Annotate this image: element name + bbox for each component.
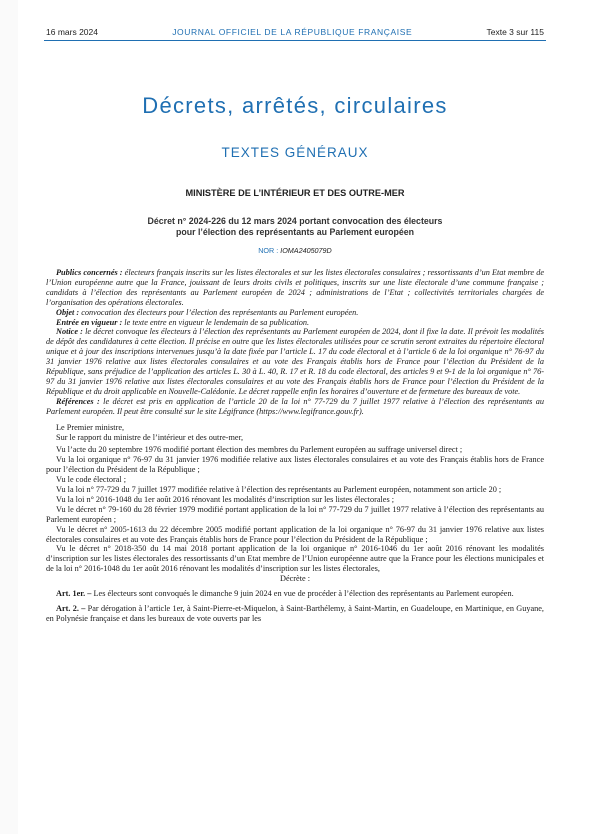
ministry-title: MINISTÈRE DE L’INTÉRIEUR ET DES OUTRE-MER [185,188,405,198]
consideration-line: Vu la loi n° 2016-1048 du 1er août 2016 rénovant les modalités d’inscription sur les listes électorales ; [56,494,395,504]
notice-label: Notice : [56,327,83,337]
summary-block [46,268,544,417]
page-title: Décrets, arrêtés, circulaires [142,93,448,118]
decrete-heading: Décrète : [280,574,310,584]
consideration-line: Vu la loi organique n° 76-97 du 31 janvier 1976 modifiée relative aux listes électorales consulaires et au vote des Français établis hors de France pour l’élection du Président de la République ; [46,455,544,475]
header-date: 16 mars 2024 [46,27,98,37]
page-header [46,27,544,37]
document-body [46,268,544,624]
article-1 [46,589,544,599]
entree-paragraph [46,318,544,328]
notice-text: le décret convoque les électeurs à l’élection des représentants au Parlement européen de 2024, dont il fixe la date. Il prévoit les modalités de dépôt des candidatures à cette élection. Il précise en outre que les listes électorales utilisées pour ce scrutin seront extraites du répertoire électoral unique et à jour des inscriptions intervenues jusqu’à la date fixée par l’article L. 17 du code électoral et à l’article 6 de la loi organique n° 76-97 du 31 janvier 1976 relative aux listes électorales consulaires et au vote des Français établis hors de France pour l’élection du Président de la République, sans préjudice de l’application des articles L. 30 à L. 40, R. 17 et R. 18 du code électoral, des articles 9 et 9-1 de la loi organique n° 76-97 du 31 janvier 1976 relative aux listes électorales consulaires et au vote des Français établis hors de France pour l’élection du Président de la République et du droit applicable en Nouvelle-Calédonie. Le décret rappelle enfin les horaires d’ouverture et de fermeture des bureaux de vote. [46,327,544,396]
objet-text: convocation des électeurs pour l’élection des représentants au Parlement européen. [79,307,359,317]
decree-title-line-1: Décret n° 2024-226 du 12 mars 2024 portant convocation des électeurs [147,216,443,226]
entree-text: le texte entre en vigueur le lendemain de sa publication. [122,317,310,327]
consideration-line: Vu la loi n° 77-729 du 7 juillet 1977 modifiée relative à l’élection des représentants au Parlement européen, notamment son article 20 ; [56,485,502,495]
article-1-text: Les électeurs sont convoqués le dimanche 9 juin 2024 en vue de procéder à l’élection des représentants au Parlement européen. [91,589,514,599]
consideration-line: Sur le rapport du ministre de l’intérieur et des outre-mer, [56,432,244,442]
consideration-line: Vu l’acte du 20 septembre 1976 modifié portant élection des membres du Parlement européen au suffrage universel direct ; [56,445,463,455]
publics-paragraph [46,268,544,308]
references-text: le décret est pris en application de l’article 20 de la loi n° 77-729 du 7 juillet 1977 relative à l’élection des représentants au Parlement européen. Il peut être consulté sur le site Légifrance (https://www.legifrance.gouv.fr). [46,396,544,416]
nor-label: NOR : [258,246,279,255]
consideration-line: Vu le décret n° 2018-350 du 14 mai 2018 portant application de la loi organique n° 2016-1046 du 1er août 2016 rénovant les modalités d’inscription sur les listes électorales des ressortissants d’un Etat membre de l’Union européenne autre que la France pour les élections municipales et de la loi n° 2016-1048 du 1er août 2016 rénovant les modalités d’inscription sur les listes électorales, [46,544,544,574]
objet-label: Objet : [56,307,80,317]
article-2-label: Art. 2. – [56,604,86,613]
left-margin [0,0,18,834]
publics-label: Publics concernés : [56,268,123,277]
consideration-line: Vu le décret n° 2005-1613 du 22 décembre 2005 modifié portant application de la loi organique n° 76-97 du 31 janvier 1976 relative aux listes électorales consulaires et au vote des Français établis hors de France pour l’élection du Président de la République ; [46,524,544,544]
section-title: TEXTES GÉNÉRAUX [221,145,369,160]
article-1-label: Art. 1er. – [56,589,92,599]
consideration-line: Le Premier ministre, [56,422,125,432]
objet-paragraph [46,308,544,318]
header-text-number: Texte 3 sur 115 [486,27,544,37]
article-2-text: Par dérogation à l’article 1er, à Saint-Pierre-et-Miquelon, à Saint-Barthélemy, à Saint-Martin, en Guadeloupe, en Martinique, en Guyane, en Polynésie française et dans les bureaux de vote ouverts par les [46,604,544,623]
consideration-line: Vu le décret n° 79-160 du 28 février 1979 modifié portant application de la loi n° 77-729 du 7 juillet 1977 relative à l’élection des représentants au Parlement européen ; [46,504,544,524]
header-journal-title: JOURNAL OFFICIEL DE LA RÉPUBLIQUE FRANÇAISE [172,27,413,37]
notice-paragraph [46,327,544,396]
header-rule [44,40,546,41]
considerations-block [46,423,544,624]
publics-text: électeurs français inscrits sur les listes électorales et sur les listes électorales consulaires ; ressortissants d’un Etat membre de l’Union européenne autre que la France, jouissant de leurs droits civils et politiques, inscrits sur une liste électorale d’une commune française ; candidats à l’élection des représentants au Parlement européen de 2024 ; administrations de l’Etat ; collectivités territoriales chargées de l’organisation des opérations électorales. [46,268,544,307]
references-paragraph [46,397,544,417]
entree-label: Entrée en vigueur : [56,317,123,327]
decree-title-line-2: pour l’élection des représentants au Parlement européen [175,226,415,237]
nor-value: IOMA2405079D [280,246,332,255]
nor-reference [0,246,590,255]
decree-title [0,216,590,237]
references-label: Références : [56,396,100,406]
consideration-line: Vu le code électoral ; [56,475,127,485]
article-2 [46,604,544,624]
